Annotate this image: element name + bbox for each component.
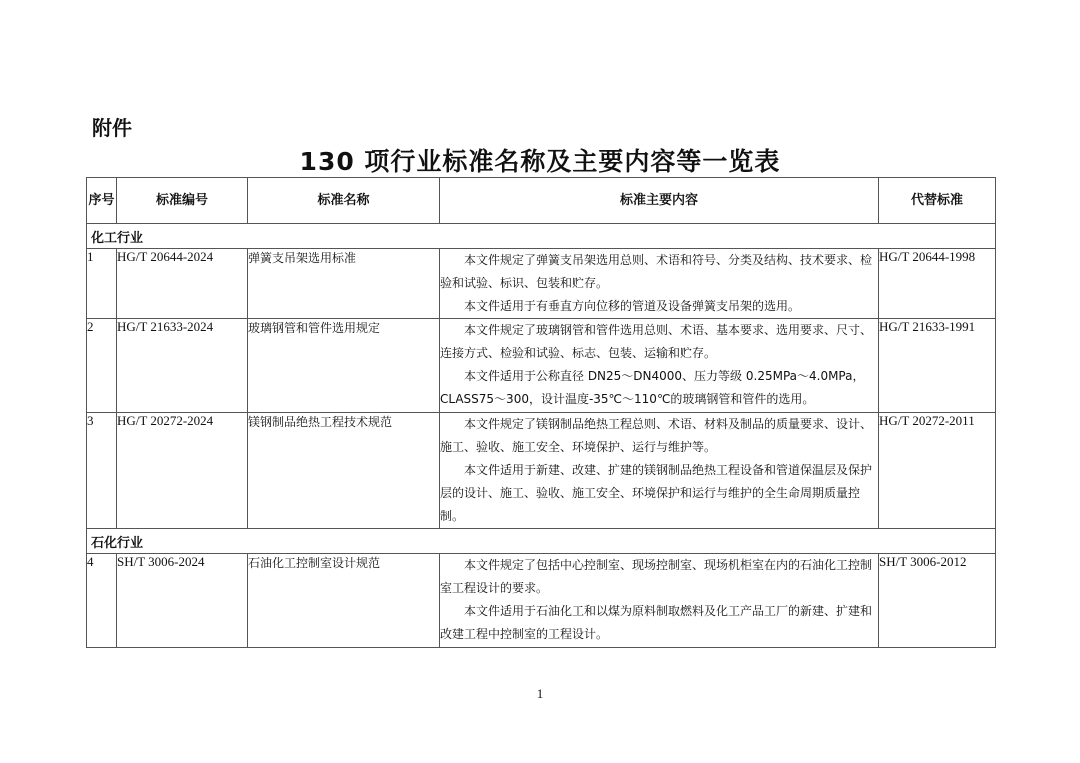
row-code: SH/T 3006-2024: [117, 554, 248, 648]
header-code: 标准编号: [117, 178, 248, 224]
row-name: 玻璃钢管和管件选用规定: [248, 319, 440, 413]
table-row: [87, 554, 996, 648]
content-paragraph: 本文件适用于新建、改建、扩建的镁钢制品绝热工程设备和管道保温层及保护层的设计、施工、验收、施工安全、环境保护和运行与维护的全生命周期质量控制。: [440, 463, 873, 523]
header-seq: 序号: [87, 178, 117, 224]
header-content: 标准主要内容: [440, 178, 879, 224]
attachment-label: 附件: [92, 116, 132, 140]
header-replaced: 代替标准: [879, 178, 996, 224]
content-paragraph: 本文件规定了弹簧支吊架选用总则、术语和符号、分类及结构、技术要求、检验和试验、标识、包装和贮存。: [440, 253, 873, 290]
header-name: 标准名称: [248, 178, 440, 224]
row-content: [440, 413, 879, 529]
category-row: [87, 224, 996, 249]
page-number: 1: [536, 686, 544, 701]
content-paragraph: 本文件适用于有垂直方向位移的管道及设备弹簧支吊架的选用。: [464, 299, 801, 313]
row-name: 石油化工控制室设计规范: [248, 554, 440, 648]
row-code: HG/T 20644-2024: [117, 249, 248, 319]
row-seq: 2: [87, 319, 117, 413]
row-seq: 1: [87, 249, 117, 319]
row-replaced: SH/T 3006-2012: [879, 554, 996, 648]
standards-table: [86, 177, 996, 648]
row-code: HG/T 21633-2024: [117, 319, 248, 413]
table-header-row: [87, 178, 996, 224]
row-replaced: HG/T 20272-2011: [879, 413, 996, 529]
row-code: HG/T 20272-2024: [117, 413, 248, 529]
row-content: [440, 319, 879, 413]
row-name: 弹簧支吊架选用标准: [248, 249, 440, 319]
category-label: 石化行业: [87, 529, 996, 554]
row-content: [440, 249, 879, 319]
content-paragraph: 本文件规定了镁钢制品绝热工程总则、术语、材料及制品的质量要求、设计、施工、验收、施工安全、环境保护、运行与维护等。: [440, 417, 873, 454]
category-row: [87, 529, 996, 554]
table-row: [87, 319, 996, 413]
content-paragraph: 本文件适用于石油化工和以煤为原料制取燃料及化工产品工厂的新建、扩建和改建工程中控制室的工程设计。: [440, 604, 873, 641]
document-title: 130 项行业标准名称及主要内容等一览表: [299, 147, 781, 176]
table-row: [87, 249, 996, 319]
row-replaced: HG/T 21633-1991: [879, 319, 996, 413]
content-paragraph: 本文件适用于公称直径 DN25～DN4000、压力等级 0.25MPa～4.0MPa，CLASS75～300，设计温度-35℃～110℃的玻璃钢管和管件的选用。: [440, 369, 865, 406]
content-paragraph: 本文件规定了玻璃钢管和管件选用总则、术语、基本要求、选用要求、尺寸、连接方式、检验和试验、标志、包装、运输和贮存。: [440, 323, 873, 360]
content-paragraph: 本文件规定了包括中心控制室、现场控制室、现场机柜室在内的石油化工控制室工程设计的要求。: [440, 558, 873, 595]
table-row: [87, 413, 996, 529]
row-seq: 3: [87, 413, 117, 529]
row-replaced: HG/T 20644-1998: [879, 249, 996, 319]
row-seq: 4: [87, 554, 117, 648]
row-name: 镁钢制品绝热工程技术规范: [248, 413, 440, 529]
category-label: 化工行业: [87, 224, 996, 249]
row-content: [440, 554, 879, 648]
